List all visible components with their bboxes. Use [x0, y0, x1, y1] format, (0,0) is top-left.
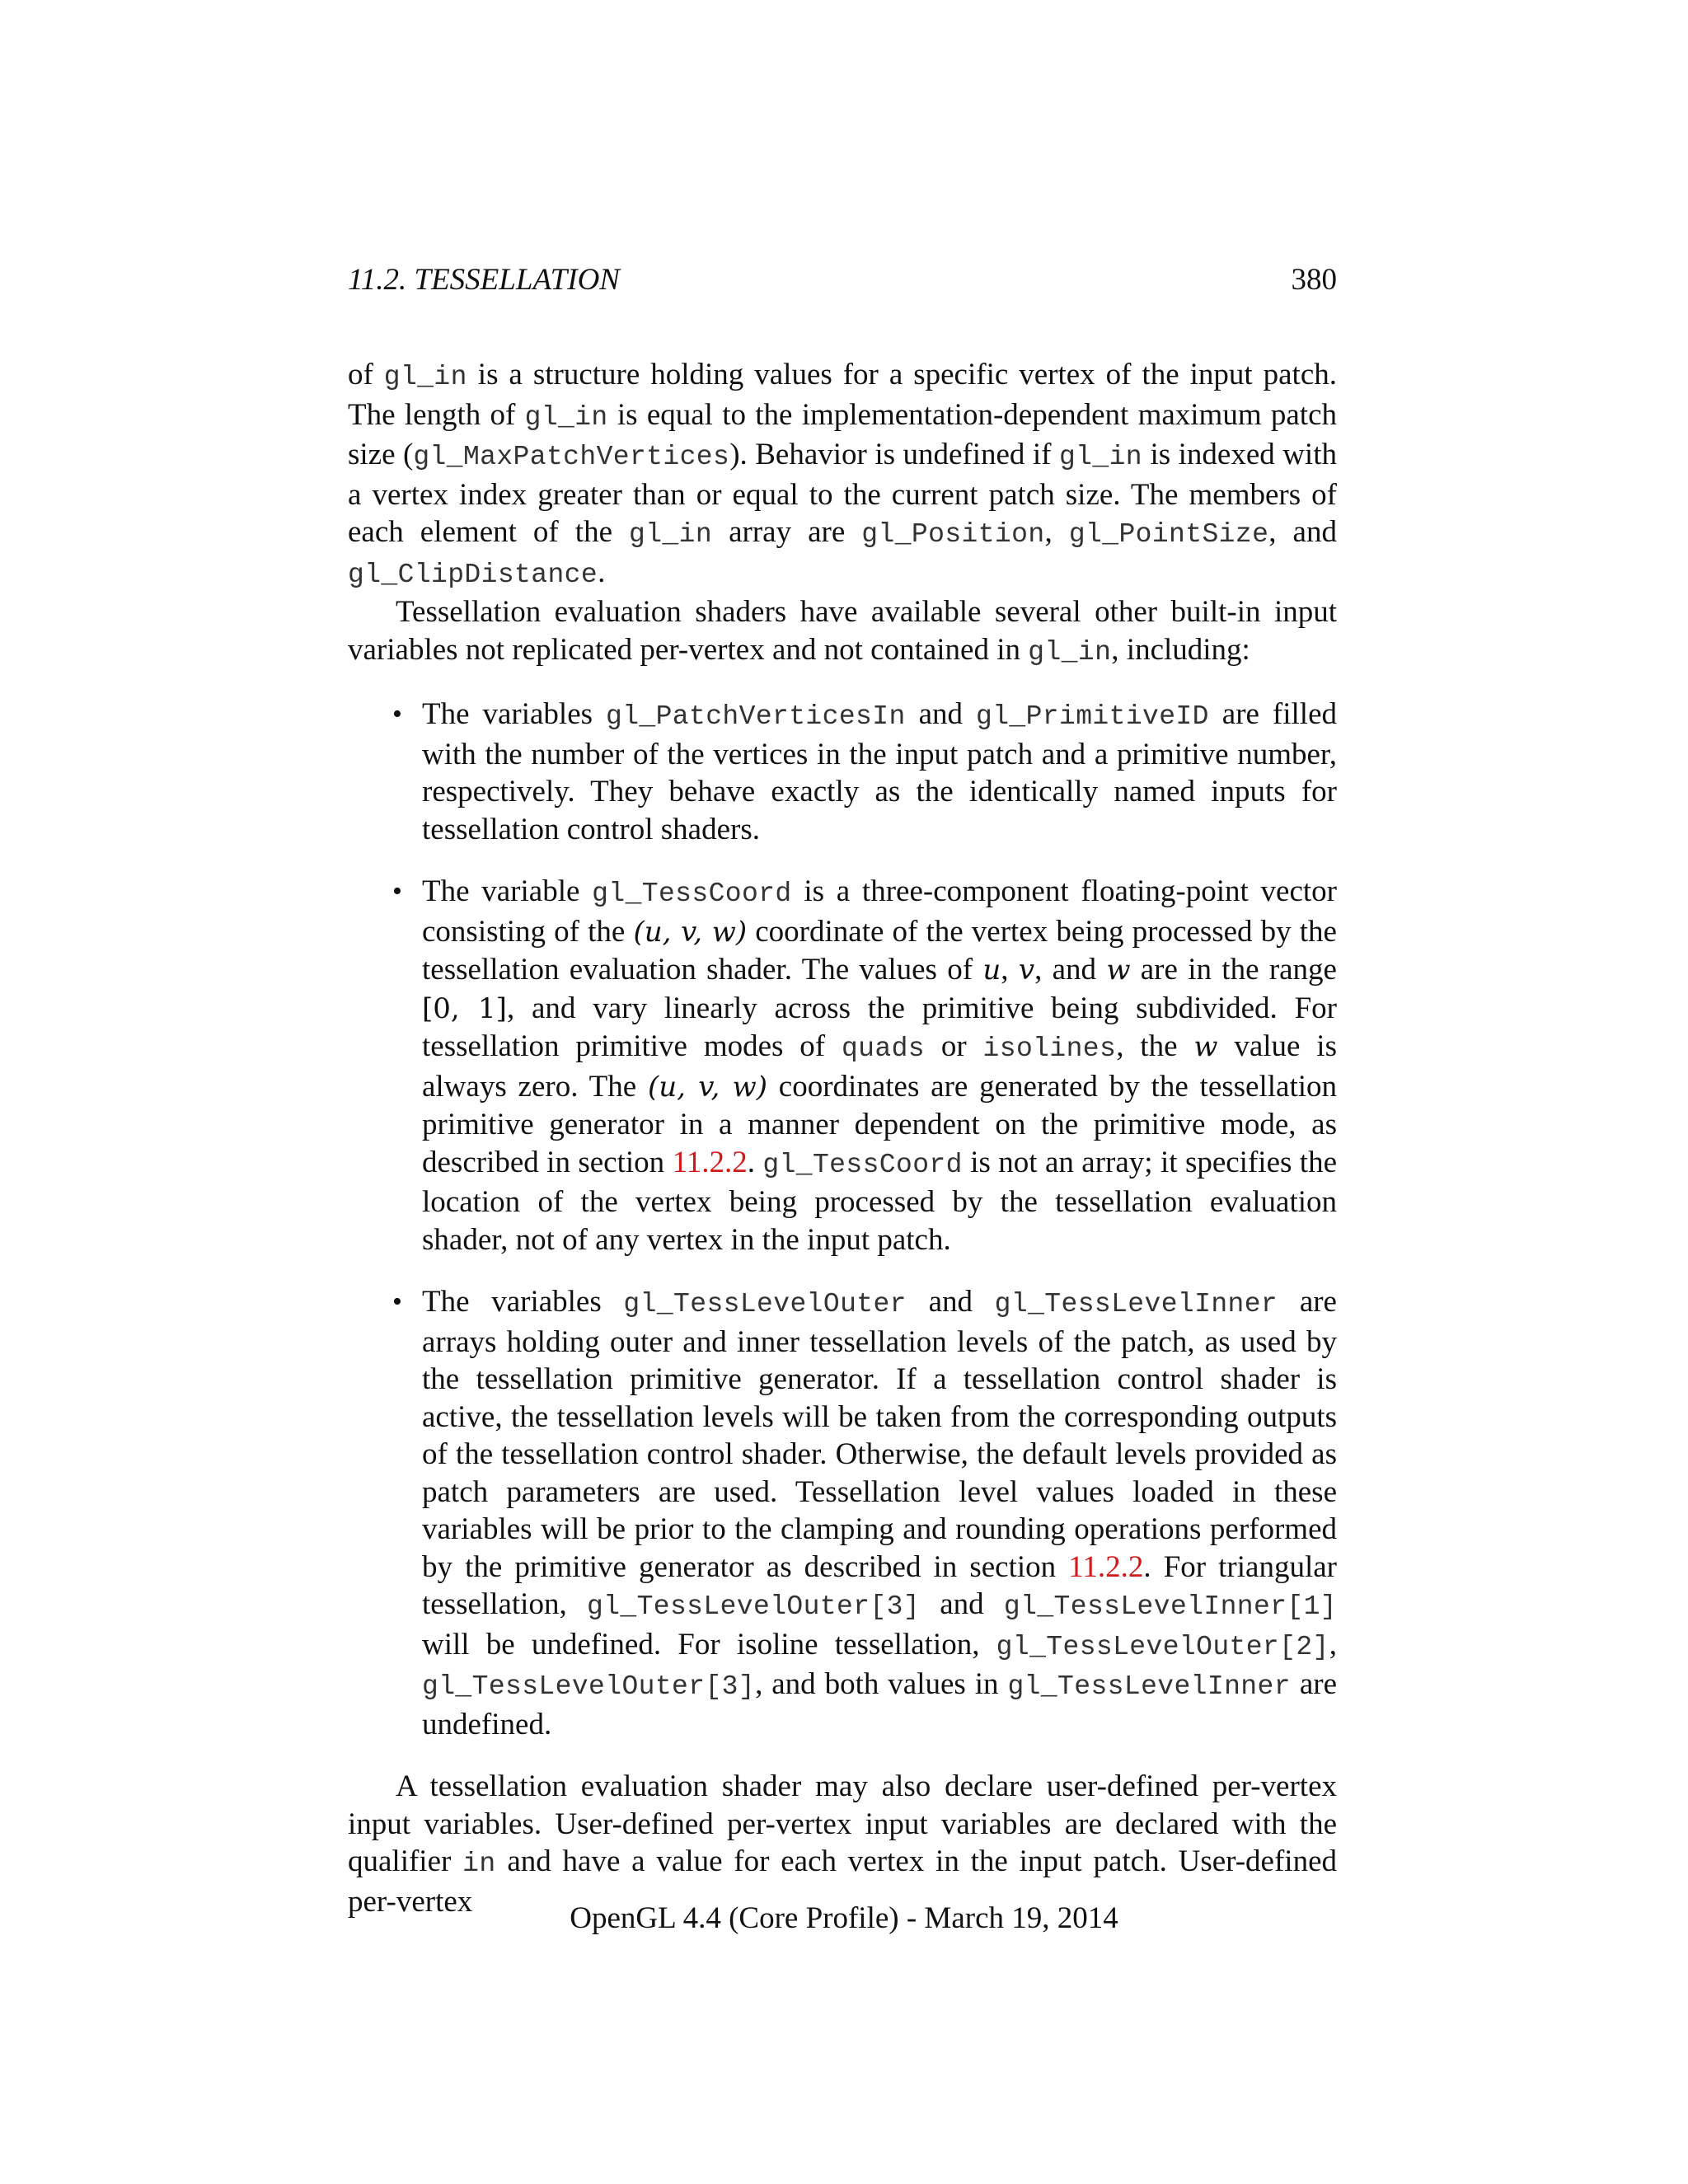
- running-header: [348, 262, 1337, 298]
- code-gl-primitiveid: gl_PrimitiveID: [975, 701, 1209, 732]
- list-item-tesscoord: • The variable gl_TessCoord is a three-component floating-point vector consisting of the (u, v, w) coordinate of the vertex being processed by the tessellation evaluation shader. The values of u, v, and w are in the range [0, 1], and vary linearly across the primitive being subdivided. For tessellation primitive modes of quads or isolines, the w value is always zero. The (u, v, w) coordinates are generated by the tessellation primitive generator in a manner dependent on the primitive mode, as described in section 11.2.2. gl_TessCoord is not an array; it specifies the location of the vertex being processed by the tessellation evaluation shader, not of any vertex in the input patch.: [392, 874, 1338, 1257]
- code-gl-tesslevelouter: gl_TessLevelOuter: [623, 1289, 907, 1319]
- code-gl-tesslevelouter-3: gl_TessLevelOuter[3]: [586, 1591, 921, 1622]
- bullet-icon: •: [392, 876, 402, 907]
- math-u: u: [982, 954, 1001, 987]
- code-gl-tesslevelinner: gl_TessLevelInner: [1007, 1671, 1291, 1702]
- code-gl-tesscoord: gl_TessCoord: [762, 1149, 963, 1180]
- code-gl-position: gl_Position: [861, 519, 1045, 550]
- code-gl-tesslevelinner-1: gl_TessLevelInner[1]: [1003, 1591, 1337, 1622]
- code-gl-pointsize: gl_PointSize: [1068, 519, 1269, 550]
- code-gl-in: gl_in: [629, 519, 713, 550]
- math-range: [0, 1]: [422, 991, 507, 1025]
- code-gl-in: gl_in: [1028, 636, 1112, 668]
- bullet-icon: •: [392, 699, 402, 729]
- section-reference-link[interactable]: 11.2.2: [1068, 1549, 1144, 1584]
- code-quads: quads: [841, 1033, 925, 1064]
- paragraph-other-builtins: Tessellation evaluation shaders have available several other built-in input variables not replicated per-vertex and not contained in gl_in, including:: [348, 595, 1337, 668]
- code-gl-maxpatchvertices: gl_MaxPatchVertices: [413, 442, 730, 472]
- code-gl-in: gl_in: [1058, 442, 1142, 472]
- section-title: 11.2. TESSELLATION: [348, 263, 620, 297]
- list-item-patchverticesin: • The variables gl_PatchVerticesIn and gl_PrimitiveID are filled with the number of the vertices in the input patch and a primitive number, respectively. They behave exactly as the identically named inputs for tessellation control shaders.: [392, 697, 1337, 846]
- code-isolines: isolines: [982, 1033, 1117, 1064]
- math-uvw: (u, v, w): [633, 915, 748, 949]
- list-item-tesslevels: • The variables gl_TessLevelOuter and gl_TessLevelInner are arrays holding outer and inner tessellation levels of the patch, as used by the tessellation primitive generator. If a tessellation control shader is active, the tessellation levels will be taken from the corresponding outputs of the tessellation control shader. Otherwise, the default levels provided as patch parameters are used. Tessellation level values loaded in these variables will be prior to the clamping and rounding operations performed by the primitive generator as described in section 11.2.2. For triangular tessellation, gl_TessLevelOuter[3] and gl_TessLevelInner[1] will be undefined. For isoline tessellation, gl_TessLevelOuter[2], gl_TessLevelOuter[3], and both values in gl_TessLevelInner are undefined.: [392, 1285, 1337, 1741]
- section-reference-link[interactable]: 11.2.2: [672, 1145, 748, 1179]
- code-gl-tesscoord: gl_TessCoord: [592, 879, 792, 909]
- math-v: v: [1018, 954, 1035, 987]
- math-uvw: (u, v, w): [647, 1070, 767, 1104]
- code-gl-patchverticesin: gl_PatchVerticesIn: [605, 701, 906, 732]
- math-w: w: [1106, 954, 1131, 987]
- page-footer: OpenGL 4.4 (Core Profile) - March 19, 2014: [570, 1901, 1118, 1935]
- code-gl-tesslevelouter-3: gl_TessLevelOuter[3]: [422, 1671, 756, 1702]
- page-number: 380: [1291, 263, 1337, 297]
- code-gl-clipdistance: gl_ClipDistance: [348, 559, 598, 590]
- code-gl-in: gl_in: [383, 362, 467, 392]
- paragraph-user-defined-inputs: A tessellation evaluation shader may also declare user-defined per-vertex input variables. User-defined per-vertex input variables are declared with the qualifier in and have a value for each vertex in the input patch. User-defined per-vertex: [348, 1769, 1337, 1919]
- builtin-variable-list: [348, 696, 1337, 1743]
- code-gl-in: gl_in: [524, 401, 608, 433]
- code-gl-tesslevelinner: gl_TessLevelInner: [994, 1289, 1278, 1319]
- paragraph-gl-in-structure: of gl_in is a structure holding values for a specific vertex of the input patch. The length of gl_in is equal to the implementation-dependent maximum patch size (gl_MaxPatchVertices). Behavior is undefined if gl_in is indexed with a vertex index greater than or equal to the current patch size. The members of each element of the gl_in array are gl_Position, gl_PointSize, and gl_ClipDistance.: [348, 358, 1338, 590]
- code-gl-tesslevelouter-2: gl_TessLevelOuter[2]: [996, 1631, 1329, 1662]
- bullet-icon: •: [392, 1286, 402, 1317]
- math-w: w: [1193, 1030, 1218, 1063]
- code-in-qualifier: in: [462, 1849, 496, 1879]
- body-text: [348, 356, 1337, 1920]
